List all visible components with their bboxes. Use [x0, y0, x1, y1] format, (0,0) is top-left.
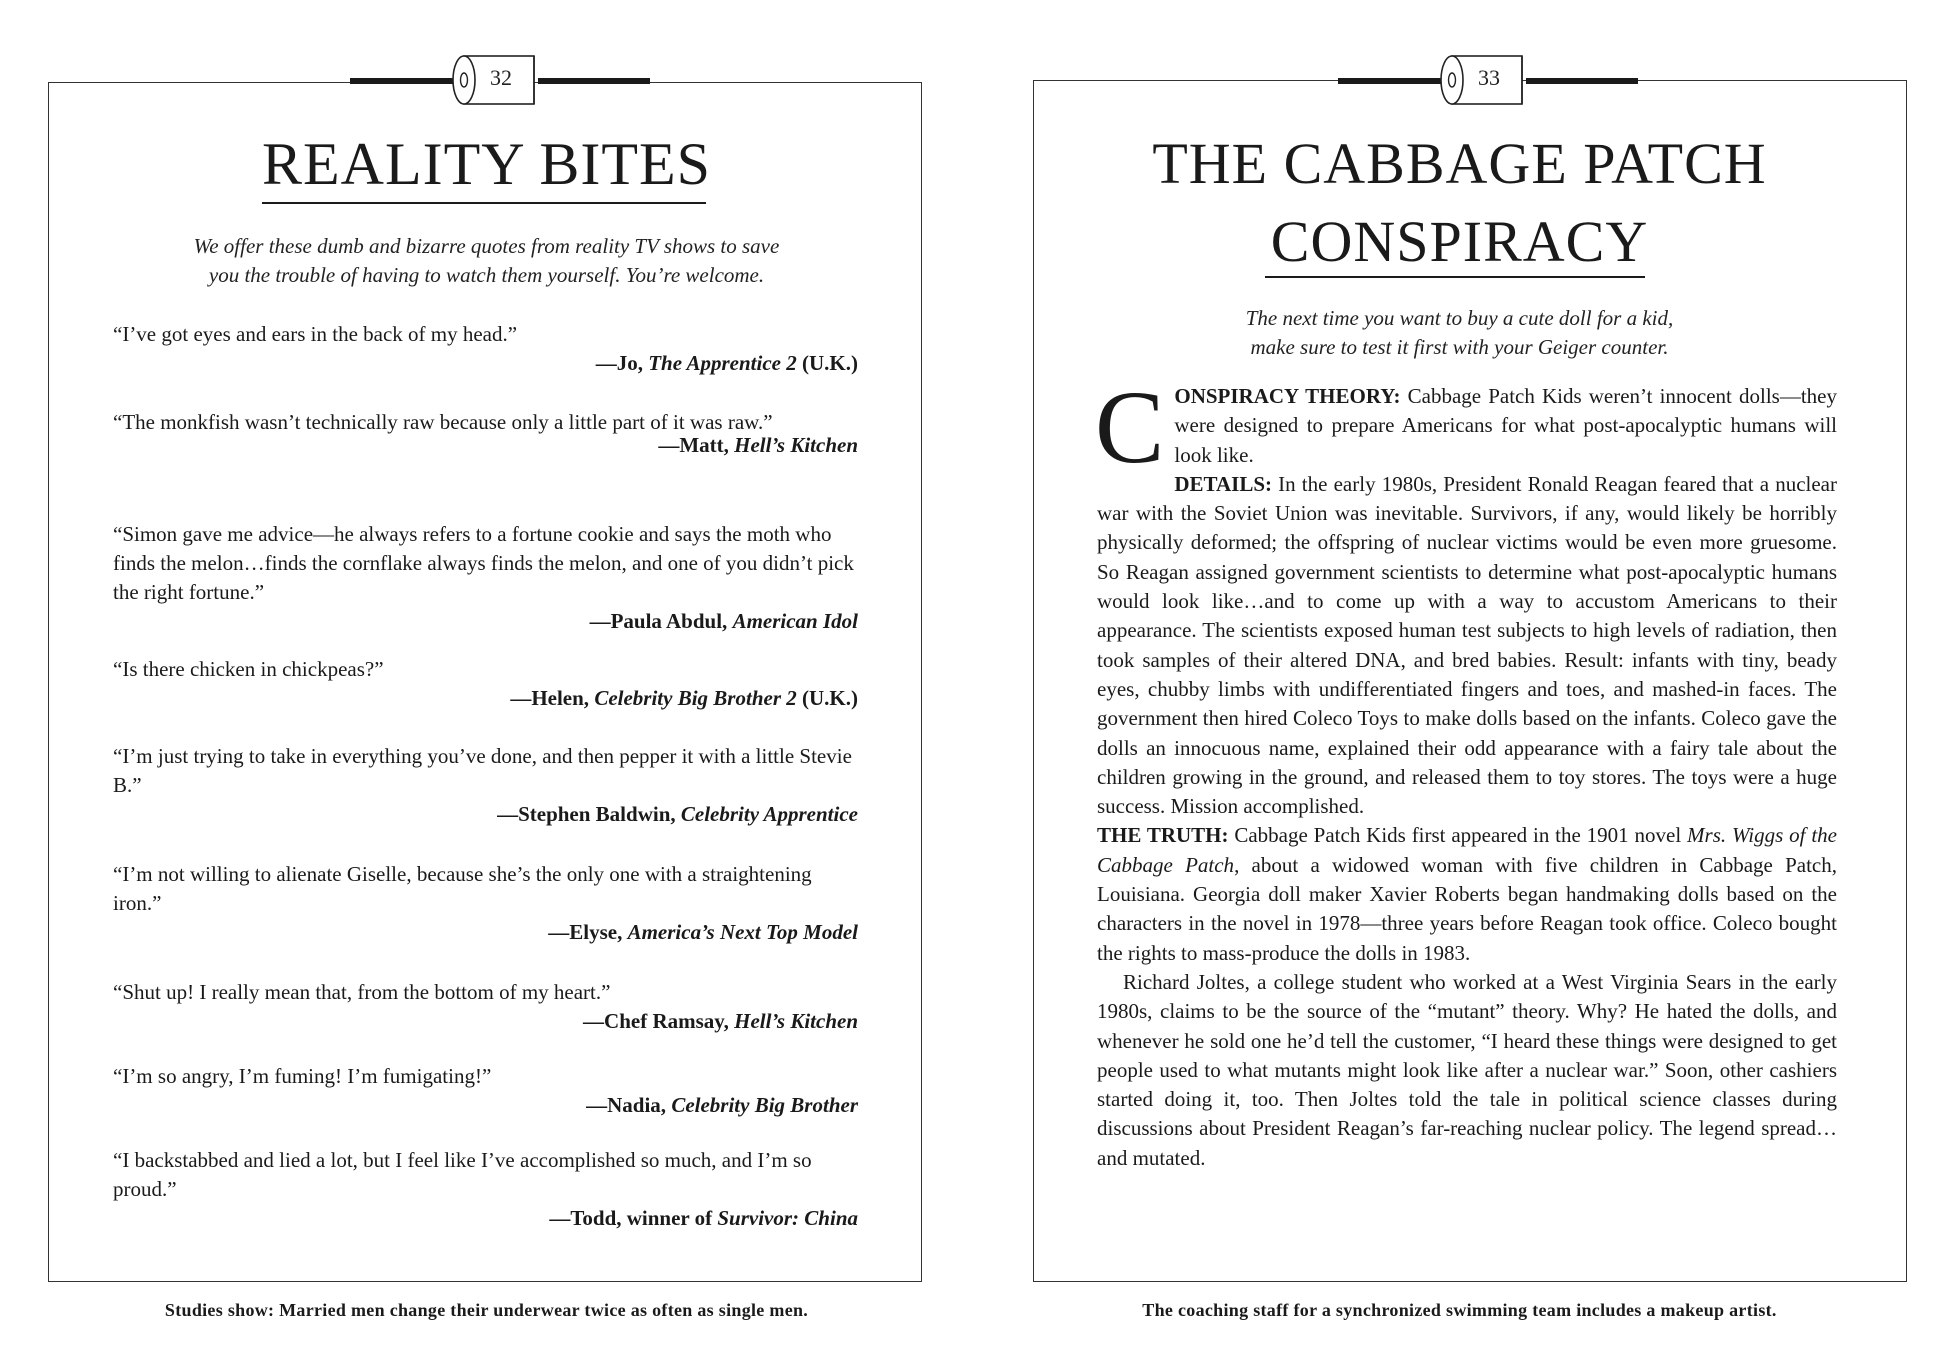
quote-attribution: —Elyse, America’s Next Top Model — [548, 920, 858, 944]
quote-text: “The monkfish wasn’t technically raw because only a little part of it was raw.” — [113, 410, 773, 434]
quote-text: “Is there chicken in chickpeas?” — [113, 657, 384, 681]
intro-line: you the trouble of having to watch them yourself. You’re welcome. — [208, 263, 765, 287]
quote-attribution: —Stephen Baldwin, Celebrity Apprentice — [497, 802, 858, 826]
joltes-paragraph: Richard Joltes, a college student who worked at a West Virginia Sears in the early 1980s, claims to be the source of the “mutant” theory. Why? He hated the dolls, and whenever he sold one he’d tell the customer, “I heard these things were designed to get people used to what mutants might look like after a nuclear war.” Soon, other cashiers started doing it, too. Then Joltes told the tale in political science classes during discussions about President Reagan’s far-reaching nuclear policy. The legend spread…and mutated. — [1097, 969, 1837, 1170]
drop-cap: C — [1095, 370, 1165, 485]
intro-line: make sure to test it first with your Geiger counter. — [1250, 335, 1669, 359]
quote-attribution: —Nadia, Celebrity Big Brother — [586, 1093, 858, 1117]
quote-item — [113, 520, 858, 636]
page-number-marker — [1338, 52, 1638, 108]
page-footer-fact: Studies show: Married men change their underwear twice as often as single men. — [164, 1300, 809, 1320]
quote-attribution: —Chef Ramsay, Hell’s Kitchen — [583, 1009, 858, 1033]
page-number: 33 — [1478, 65, 1500, 90]
quote-item — [113, 742, 858, 829]
section-label: ONSPIRACY THEORY: — [1174, 384, 1401, 408]
intro-line: We offer these dumb and bizarre quotes from reality TV shows to save — [193, 234, 780, 258]
article-body — [1095, 370, 1838, 1173]
quote-attribution: —Helen, Celebrity Big Brother 2 (U.K.) — [510, 686, 858, 710]
quote-item — [113, 408, 858, 460]
quote-text: “Shut up! I really mean that, from the bottom of my heart.” — [113, 980, 611, 1004]
right-page — [973, 0, 1946, 1364]
quote-text: “I’ve got eyes and ears in the back of my head.” — [113, 322, 518, 346]
quote-item — [113, 1062, 858, 1120]
page-title-line: CONSPIRACY — [1270, 209, 1649, 274]
quote-attribution: —Matt, Hell’s Kitchen — [658, 433, 858, 457]
quote-item — [113, 1146, 858, 1233]
quote-text: “I’m so angry, I’m fuming! I’m fumigating!” — [113, 1064, 492, 1088]
quote-attribution: —Paula Abdul, American Idol — [589, 609, 858, 633]
conspiracy-theory-paragraph: CONSPIRACY THEORY: Cabbage Patch Kids weren’t innocent dolls—they were designed to prepare Americans for what post-apocalyptic humans will look like. — [1095, 370, 1837, 485]
quote-item — [113, 655, 858, 713]
quote-text: “I’m not willing to alienate Giselle, because she’s the only one with a straightening iron.” — [113, 862, 812, 915]
quote-item — [113, 860, 858, 947]
page-number: 32 — [490, 65, 512, 90]
title-underline — [1265, 276, 1645, 278]
book-title: Mrs. Wiggs of the Cabbage Patch — [1097, 823, 1837, 877]
page-footer-fact: The coaching staff for a synchronized swimming team includes a makeup artist. — [1142, 1300, 1777, 1320]
quote-text: “I backstabbed and lied a lot, but I feel like I’ve accomplished so much, and I’m so proud.” — [113, 1148, 812, 1201]
quote-text: “I’m just trying to take in everything you’ve done, and then pepper it with a little Stevie B.” — [113, 744, 852, 797]
quote-text: “Simon gave me advice—he always refers to a fortune cookie and says the moth who finds the melon…finds the cornflake always finds the melon, and one of you didn’t pick the right fortune.” — [113, 522, 854, 604]
title-underline — [262, 202, 706, 204]
page-number-marker — [350, 52, 650, 108]
truth-paragraph: THE TRUTH: Cabbage Patch Kids first appeared in the 1901 novel Mrs. Wiggs of the Cabbage Patch, about a widowed woman with five children in Cabbage Patch, Louisiana. Georgia doll maker Xavier Roberts began handmaking dolls based on the characters in the novel in 1978—three years before Reagan took office. Coleco bought the rights to mass-produce the dolls in 1983. — [1097, 823, 1838, 965]
section-label: THE TRUTH: — [1097, 823, 1229, 848]
quote-attribution: —Jo, The Apprentice 2 (U.K.) — [595, 351, 858, 375]
quote-item — [113, 320, 858, 378]
page-title: REALITY BITES — [261, 131, 712, 197]
quote-attribution: —Todd, winner of Survivor: China — [549, 1206, 858, 1230]
page-title-line: THE CABBAGE PATCH — [1152, 131, 1767, 196]
section-label: DETAILS: — [1174, 471, 1273, 496]
intro-line: The next time you want to buy a cute doll for a kid, — [1245, 306, 1674, 330]
intro-text — [0, 232, 973, 290]
intro-text — [973, 304, 1946, 362]
quote-item — [113, 978, 858, 1036]
details-paragraph: DETAILS: In the early 1980s, President Ronald Reagan feared that a nuclear war with the Soviet Union was inevitable. Survivors, if any, would likely be horribly physically deformed; the offspring of nuclear victims would be even more gruesome. So Reagan assigned government scientists to determine what post-apocalyptic humans would look like…and to come up with a way to accustom Americans to their appearance. The scientists exposed human test subjects to high levels of radiation, then took samples of their altered DNA, and bred babies. Result: infants with tiny, beady eyes, chubby limbs with undifferentiated fingers and toes, and mashed-in faces. The government then hired Coleco Toys to make dolls based on the infants. Coleco gave the dolls an innocuous name, explained their odd appearance with a fairy tale about the children growing in the ground, and released them to toy stores. The toys were a huge success. Mission accomplished. — [1097, 471, 1837, 819]
